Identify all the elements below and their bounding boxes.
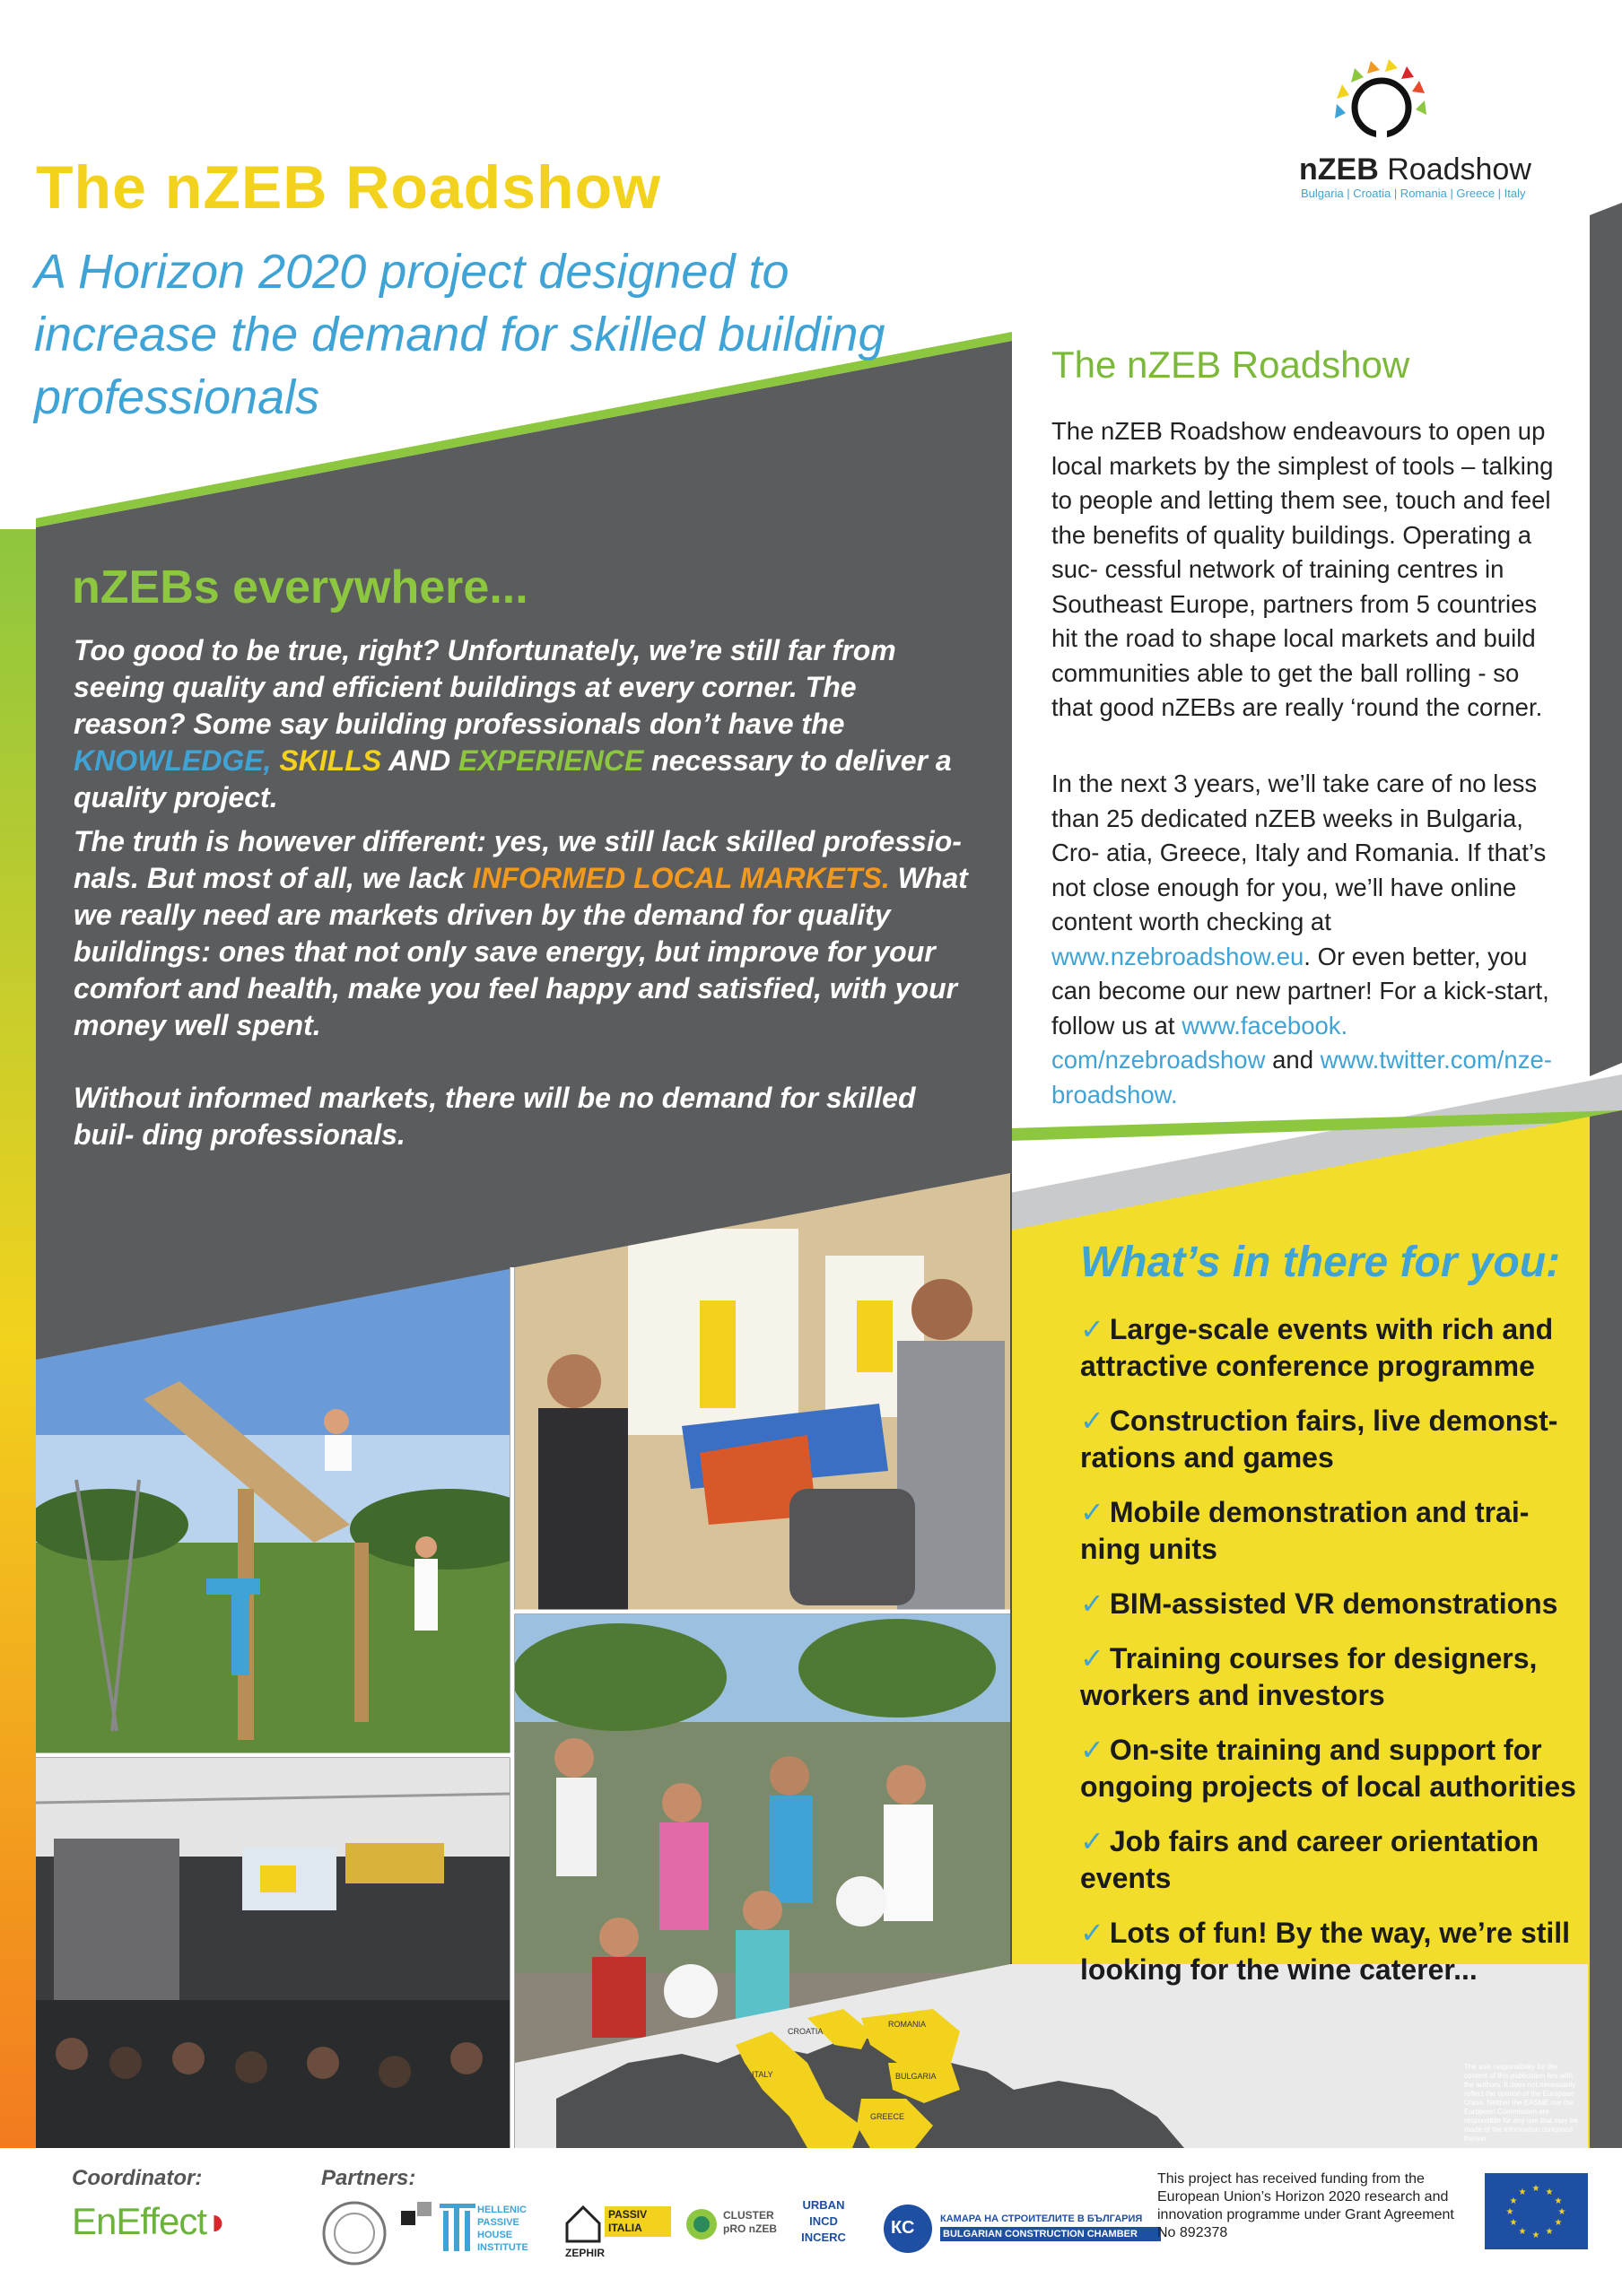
zephir-label: ZEPHIR bbox=[565, 2247, 606, 2259]
eu-flag-icon bbox=[1485, 2173, 1588, 2249]
page-title: The nZEB Roadshow bbox=[36, 153, 661, 222]
benefit-item: ✓ BIM-assisted VR demonstrations bbox=[1080, 1587, 1558, 1620]
checkmark-icon: ✓ bbox=[1080, 1587, 1104, 1620]
benefit-item: ✓ On-site training and support for ongoing projects of local authorities bbox=[1080, 1734, 1576, 1803]
cluster-label: CLUSTER pRO nZEB bbox=[723, 2209, 777, 2235]
link-website[interactable]: www.nzebroadshow.eu bbox=[1051, 942, 1304, 970]
svg-text:★: ★ bbox=[1545, 2187, 1554, 2197]
checkmark-icon: ✓ bbox=[1080, 1734, 1104, 1766]
urban-incerc-label: URBAN INCD INCERC bbox=[801, 2198, 846, 2244]
grey-paragraph-1: Too good to be true, right? Unfortunately, we’re still far from seeing quality and efficient buildings at every corner. The reason? Some say building professionals don’t have the KNOWLEDGE, SKILLS AND EXPERIENCE necessary to deliver a quality project. bbox=[74, 634, 952, 813]
map-label-italy: ITALY bbox=[752, 2070, 773, 2079]
svg-text:★: ★ bbox=[1509, 2196, 1518, 2206]
disclaimer-text: The sole responsibility for the content of this publication lies with the authors. It does not necessarily reflect the opinion of the European Union. Neither the EASME nor the European Commission are responsible for any use that may be made of the information contained therein. bbox=[1464, 2063, 1578, 2143]
map-label-greece: GREECE bbox=[870, 2112, 905, 2121]
cluster-pronzeb-icon bbox=[684, 2206, 719, 2242]
construction-chamber-label-en: BULGARIAN CONSTRUCTION CHAMBER bbox=[940, 2227, 1161, 2241]
checkmark-icon: ✓ bbox=[1080, 1642, 1104, 1674]
checkmark-icon: ✓ bbox=[1080, 1405, 1104, 1437]
coordinator-logo: EnEffect◗ bbox=[72, 2200, 229, 2242]
yellow-panel-edge bbox=[1590, 1110, 1622, 2148]
right-section-title: The nZEB Roadshow bbox=[1051, 344, 1410, 386]
benefits-list bbox=[1080, 1311, 1583, 2006]
svg-text:★: ★ bbox=[1557, 2207, 1566, 2217]
grey-paragraph-3: Without informed markets, there will be no demand for skilled buil- ding professionals. bbox=[74, 1082, 916, 1151]
grey-section-title: nZEBs everywhere... bbox=[72, 561, 528, 613]
page-subtitle: A Horizon 2020 project designed to increase the demand for skilled building professionals bbox=[34, 245, 885, 424]
logo-countries: Bulgaria | Croatia | Romania | Greece | Italy bbox=[1301, 187, 1526, 200]
benefits-title: What’s in there for you: bbox=[1080, 1239, 1561, 1286]
svg-text:★: ★ bbox=[1554, 2218, 1563, 2228]
map-label-bulgaria: BULGARIA bbox=[895, 2072, 937, 2081]
university-seal-icon bbox=[318, 2197, 390, 2269]
grey-paragraph-2: The truth is however different: yes, we still lack skilled professio- nals. But most of all, we lack INFORMED LOCAL MARKETS. What we really need are markets driven by the demand for quality buildings: ones that not only save energy, but improve for your comfort and health, make you feel happy and satisfied, with your money well spent. bbox=[74, 825, 968, 1041]
coordinator-label: Coordinator: bbox=[72, 2166, 203, 2190]
left-color-bar bbox=[0, 529, 36, 2152]
checkmark-icon: ✓ bbox=[1080, 1825, 1104, 1857]
right-paragraph-2: In the next 3 years, we’ll take care of no less than 25 dedicated nZEB weeks in Bulgaria, Cro- atia, Greece, Italy and Romania. If that’s not close enough for you, we’ll have online content worth checking at www.nzebroadshow.eu. Or even better, you can become our new partner! For a kick-start, follow us at www.facebook. com/nzebroadshow and www.twitter.com/nze- broadshow. bbox=[1051, 770, 1552, 1109]
benefit-item: ✓ Lots of fun! By the way, we’re still looking for the wine caterer... bbox=[1080, 1917, 1571, 1986]
checkmark-icon: ✓ bbox=[1080, 1917, 1104, 1949]
partner-mark-icon bbox=[399, 2200, 435, 2236]
svg-text:★: ★ bbox=[1531, 2184, 1540, 2194]
right-paragraph-1: The nZEB Roadshow endeavours to open up local markets by the simplest of tools – talking to people and letting them see, touch and feel the benefits of quality buildings. Operating a suc- cessful network of training centres in Southeast Europe, partners from 5 countries hit the road to shape local markets and build communities able to get the ball rolling - so that good nZEBs are really ‘round the corner. bbox=[1051, 417, 1554, 721]
eneffect-swoosh-icon: ◗ bbox=[206, 2200, 229, 2242]
photo-conference bbox=[36, 1758, 510, 2148]
zephir-house-icon bbox=[565, 2204, 601, 2244]
funding-text: This project has received funding from the European Union’s Horizon 2020 research and innovation programme under Grant Agreement No 892378 bbox=[1157, 2171, 1454, 2240]
right-edge-strip bbox=[1590, 203, 1622, 1076]
logo-wordmark: nZEB Roadshow bbox=[1299, 152, 1531, 187]
svg-text:★: ★ bbox=[1518, 2227, 1527, 2237]
hellenic-passive-house-icon bbox=[440, 2202, 475, 2256]
checkmark-icon: ✓ bbox=[1080, 1313, 1104, 1345]
link-facebook[interactable]: www.facebook. com/nzebroadshow bbox=[1051, 1011, 1348, 1074]
map-label-romania: ROMANIA bbox=[888, 2020, 927, 2029]
partners-label: Partners: bbox=[321, 2166, 416, 2190]
checkmark-icon: ✓ bbox=[1080, 1496, 1104, 1528]
construction-chamber-label-bg: КАМАРА НА СТРОИТЕЛИТЕ В БЪЛГАРИЯ bbox=[940, 2213, 1143, 2224]
benefit-item: ✓ Construction fairs, live demonst- rations and games bbox=[1080, 1405, 1558, 1474]
svg-text:★: ★ bbox=[1518, 2187, 1527, 2197]
svg-text:★: ★ bbox=[1509, 2218, 1518, 2228]
map-label-croatia: CROATIA bbox=[788, 2027, 824, 2036]
benefit-item: ✓ Job fairs and career orientation events bbox=[1080, 1825, 1539, 1894]
svg-text:★: ★ bbox=[1554, 2196, 1563, 2206]
hellenic-label: HELLENIC PASSIVE HOUSE INSTITUTE bbox=[477, 2205, 528, 2253]
svg-text:★: ★ bbox=[1531, 2231, 1540, 2240]
passiv-italia-label: PASSIV ITALIA bbox=[605, 2206, 671, 2237]
benefit-item: ✓ Large-scale events with rich and attractive conference programme bbox=[1080, 1313, 1554, 1382]
svg-text:★: ★ bbox=[1545, 2227, 1554, 2237]
benefit-item: ✓ Training courses for designers, workers and investors bbox=[1080, 1642, 1538, 1711]
benefit-item: ✓ Mobile demonstration and trai- ning units bbox=[1080, 1496, 1530, 1565]
construction-chamber-abbr: КС bbox=[891, 2218, 915, 2238]
link-twitter[interactable]: www.twitter.com/nze- broadshow. bbox=[1051, 1046, 1552, 1109]
svg-text:★: ★ bbox=[1505, 2207, 1514, 2217]
